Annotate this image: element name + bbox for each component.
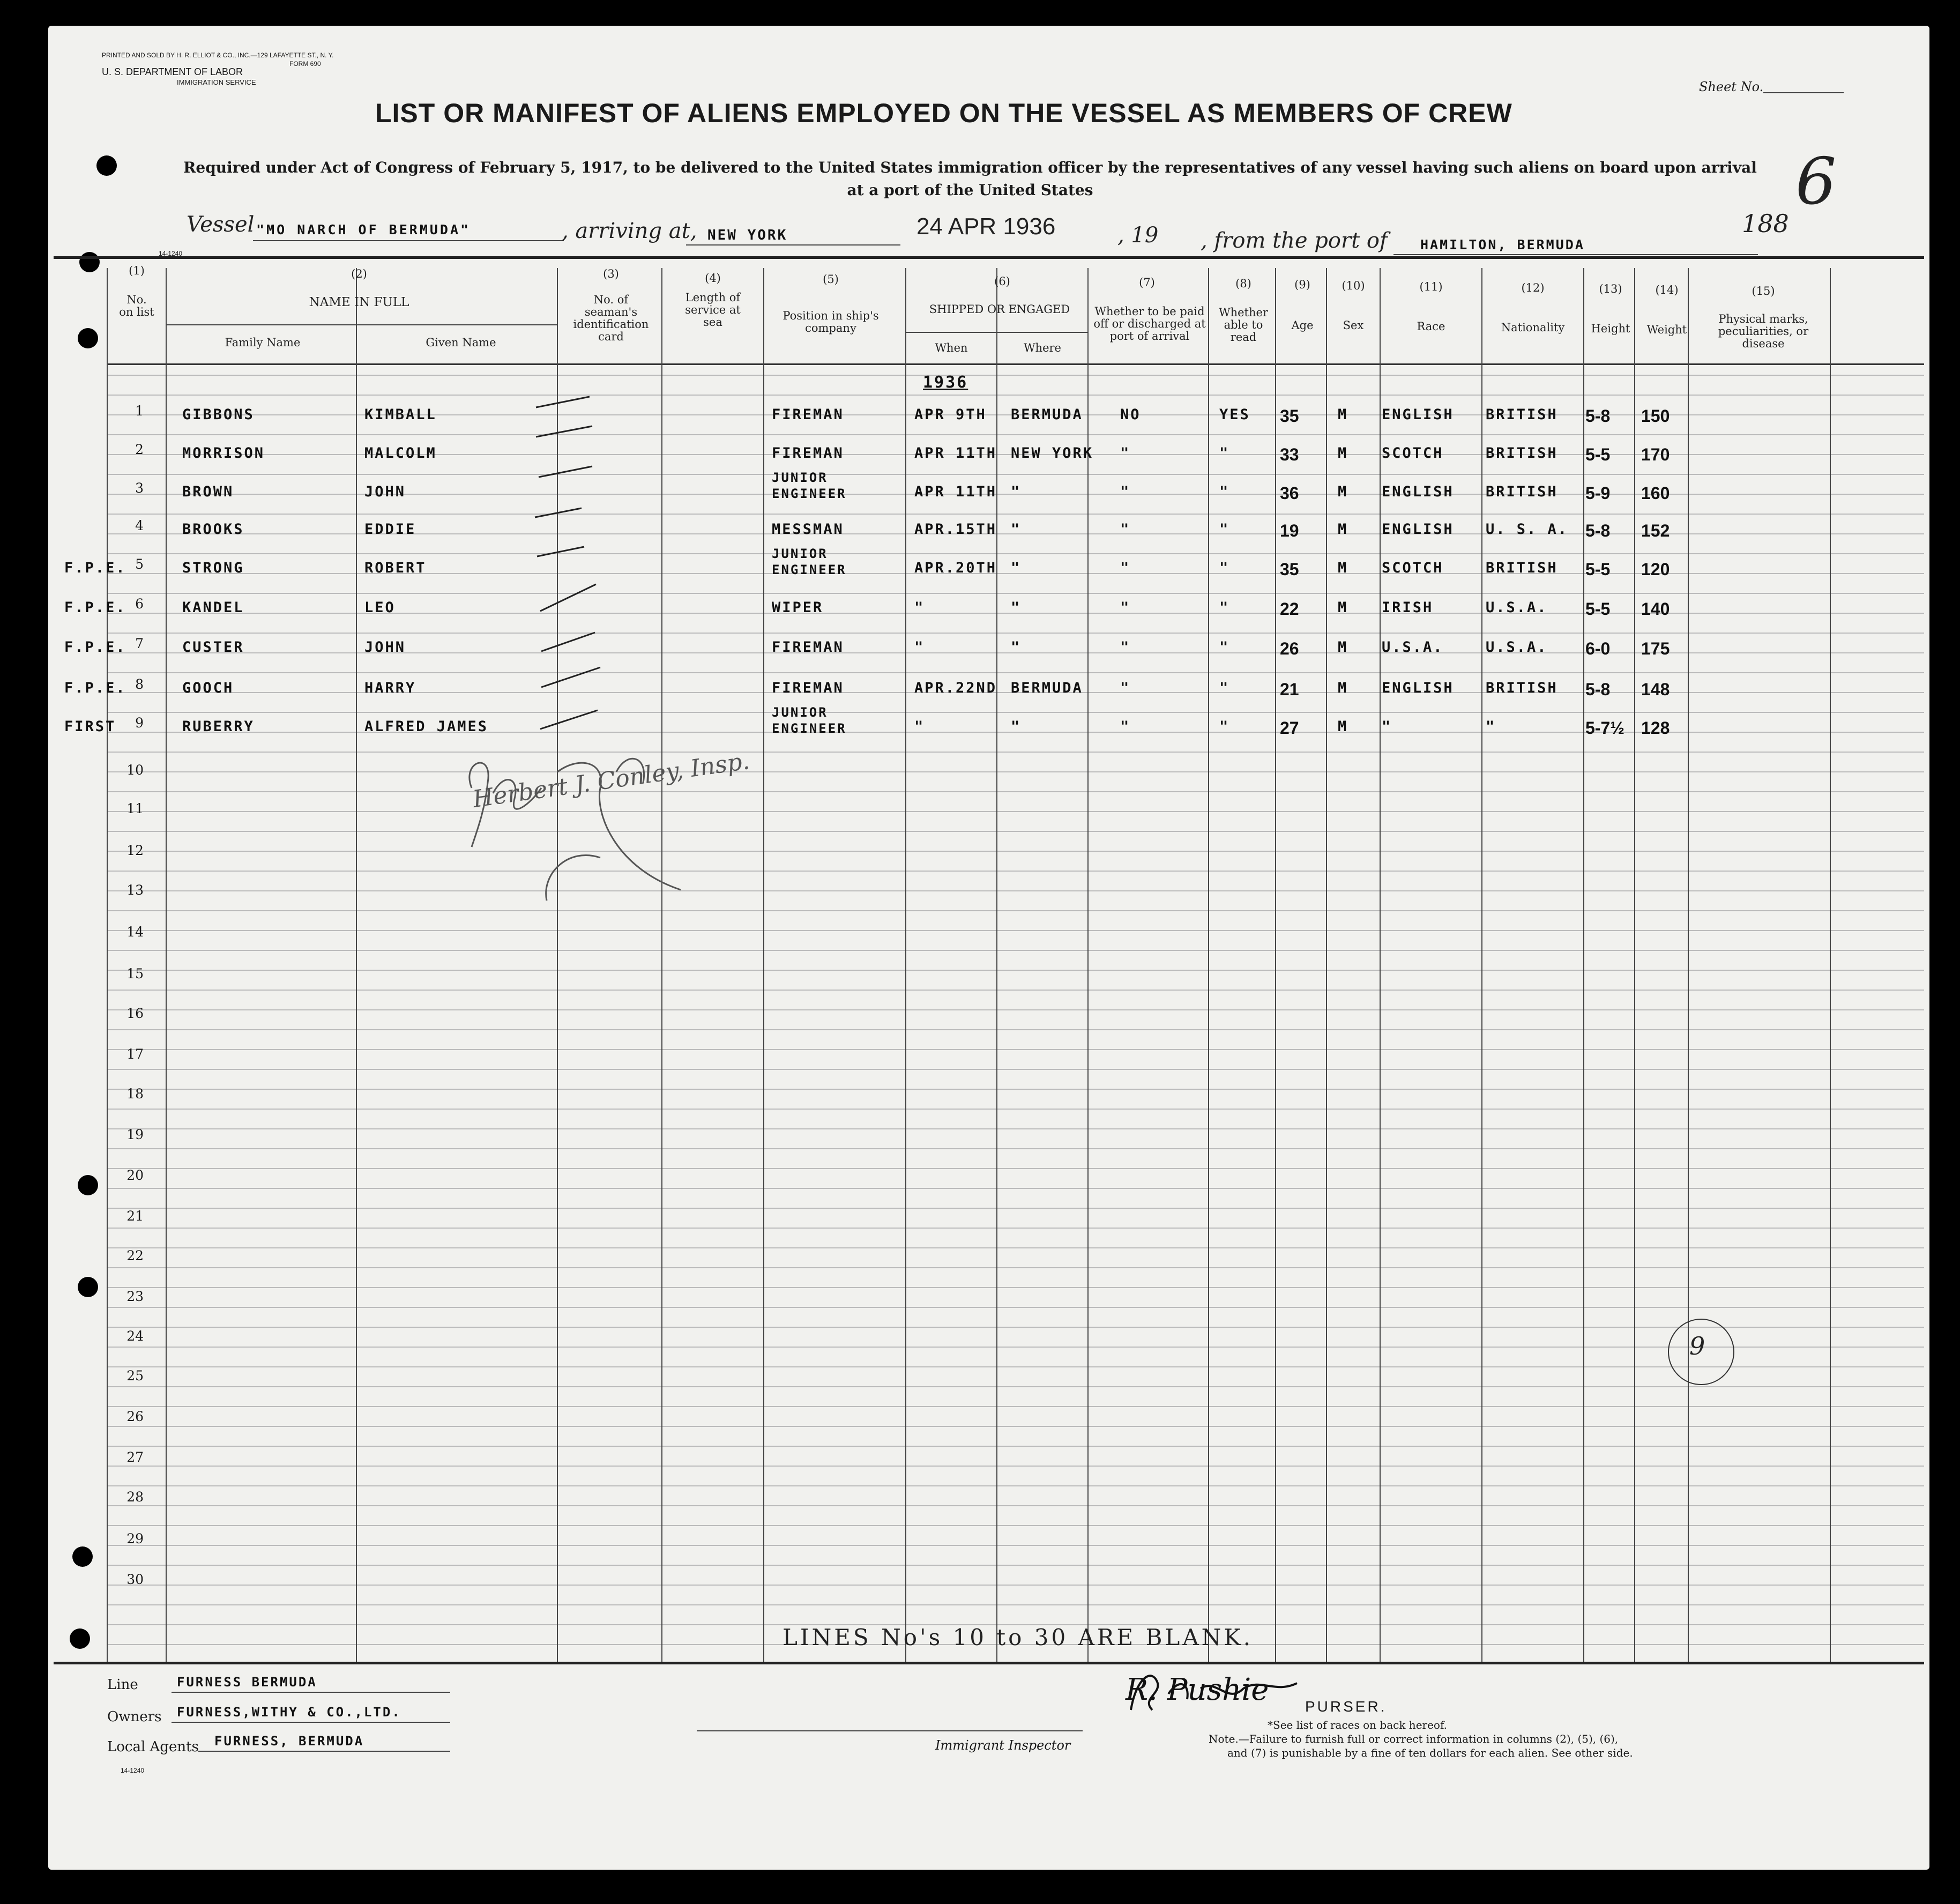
blank-lines-note: LINES No's 10 to 30 ARE BLANK.: [782, 1624, 1254, 1650]
cell-where: BERMUDA: [1011, 406, 1083, 423]
cell-prefix: FIRST: [64, 718, 116, 735]
cell-nationality: BRITISH: [1486, 484, 1558, 500]
date-stamp: 24 APR 1936: [916, 213, 1056, 240]
vessel-name: "MO NARCH OF BERMUDA": [256, 222, 471, 237]
cell-given: KIMBALL: [364, 406, 437, 423]
cell-given: HARRY: [364, 680, 416, 696]
cell-position: WIPER: [772, 599, 824, 616]
col14-num: (14): [1655, 284, 1679, 296]
row-number: 7: [135, 636, 144, 651]
cell-given: ALFRED JAMES: [364, 718, 489, 735]
col11-label: Race: [1417, 320, 1445, 333]
blank-row-number: 12: [126, 843, 144, 858]
blank-row-number: 14: [126, 924, 144, 940]
blank-row-number: 29: [126, 1531, 144, 1546]
cell-where: NEW YORK: [1011, 445, 1094, 462]
blank-row-number: 10: [126, 762, 144, 778]
cell-paid: ": [1120, 718, 1131, 735]
cell-height: 5-8: [1585, 406, 1611, 426]
blank-row-number: 21: [126, 1208, 144, 1224]
page-title: LIST OR MANIFEST OF ALIENS EMPLOYED ON THE VESSEL AS MEMBERS OF CREW: [375, 98, 1512, 128]
cell-race: ENGLISH: [1382, 484, 1454, 500]
cell-position: FIREMAN: [772, 445, 844, 462]
col4-label: Length of service at sea: [685, 291, 741, 329]
cell-read: ": [1219, 521, 1230, 538]
cell-race: SCOTCH: [1382, 445, 1444, 462]
cell-sex: M: [1338, 560, 1348, 576]
id-card-check-marks: [525, 386, 611, 740]
col6-label: SHIPPED OR ENGAGED: [929, 303, 1070, 316]
cell-nationality: U.S.A.: [1486, 639, 1548, 656]
cell-weight: 128: [1641, 718, 1670, 738]
cell-when: APR.15TH: [914, 521, 997, 538]
cell-family: KANDEL: [182, 599, 244, 616]
blank-row-number: 16: [126, 1006, 144, 1021]
cell-race: ENGLISH: [1382, 521, 1454, 538]
cell-when: APR 11TH: [914, 445, 997, 462]
row-number: 6: [135, 596, 144, 612]
cell-sex: M: [1338, 484, 1348, 500]
form-code-bottom: 14-1240: [121, 1767, 145, 1774]
cell-sex: M: [1338, 599, 1348, 616]
arriving-label: , arriving at,: [562, 219, 697, 243]
cell-height: 5-8: [1585, 521, 1611, 540]
cell-race: U.S.A.: [1382, 639, 1444, 656]
cell-position: FIREMAN: [772, 639, 844, 656]
cell-where: ": [1011, 484, 1022, 500]
col2-label: NAME IN FULL: [309, 295, 409, 309]
row-number: 9: [135, 715, 144, 731]
cell-height: 5-8: [1585, 680, 1611, 699]
blank-row-number: 22: [126, 1248, 144, 1263]
blank-row-number: 26: [126, 1409, 144, 1424]
row-number: 5: [135, 556, 144, 572]
cell-race: ": [1382, 718, 1392, 735]
cell-height: 5-9: [1585, 484, 1611, 503]
cell-weight: 175: [1641, 639, 1670, 658]
cell-sex: M: [1338, 680, 1348, 696]
row-number: 4: [135, 518, 144, 533]
cell-weight: 120: [1641, 560, 1670, 579]
purser-label: PURSER.: [1305, 1698, 1387, 1715]
cell-weight: 140: [1641, 599, 1670, 619]
vessel-label: Vessel: [187, 212, 255, 237]
col13-label: Height: [1591, 322, 1630, 335]
agents-value: FURNESS, BERMUDA: [214, 1734, 364, 1749]
cell-family: MORRISON: [182, 445, 265, 462]
cell-read: ": [1219, 560, 1230, 576]
arriving-port: NEW YORK: [707, 227, 788, 243]
note-fine: and (7) is punishable by a fine of ten dollars for each alien. See other side.: [1227, 1746, 1633, 1759]
cell-nationality: BRITISH: [1486, 680, 1558, 696]
cell-paid: ": [1120, 560, 1131, 576]
cell-given: MALCOLM: [364, 445, 437, 462]
note-races: *See list of races on back hereof.: [1268, 1719, 1448, 1731]
line-value: FURNESS BERMUDA: [177, 1675, 317, 1690]
year-written: 1936: [923, 373, 968, 392]
cell-position: JUNIOR ENGINEER: [772, 546, 847, 577]
cell-read: ": [1219, 599, 1230, 616]
blank-row-number: 15: [126, 966, 144, 981]
cell-weight: 160: [1641, 484, 1670, 503]
cell-age: 36: [1280, 484, 1299, 503]
cell-age: 26: [1280, 639, 1299, 658]
col15-label: Physical marks, peculiarities, or disease: [1718, 313, 1809, 351]
cell-weight: 150: [1641, 406, 1670, 426]
cell-family: GOOCH: [182, 680, 234, 696]
col6-where: Where: [1023, 341, 1061, 354]
cell-when: APR 9TH: [914, 406, 987, 423]
cell-where: ": [1011, 599, 1022, 616]
note-failure: Note.—Failure to furnish full or correct information in columns (2), (5), (6),: [1209, 1732, 1619, 1745]
cell-when: ": [914, 718, 925, 735]
col15-num: (15): [1752, 285, 1775, 298]
col6-num: (6): [994, 275, 1010, 288]
cell-position: JUNIOR ENGINEER: [772, 705, 847, 736]
col3-num: (3): [603, 267, 619, 280]
cell-when: APR 11TH: [914, 484, 997, 500]
cell-paid: ": [1120, 680, 1131, 696]
col13-num: (13): [1599, 282, 1622, 295]
cell-age: 27: [1280, 718, 1299, 738]
row-number: 8: [135, 676, 144, 692]
blank-row-number: 11: [126, 801, 144, 816]
form-number: FORM 690: [289, 60, 321, 68]
blank-row-number: 13: [126, 882, 144, 898]
cell-nationality: BRITISH: [1486, 406, 1558, 423]
cell-weight: 152: [1641, 521, 1670, 540]
printer-line: PRINTED AND SOLD BY H. R. ELLIOT & CO., INC.—129 LAFAYETTE ST., N. Y.: [102, 51, 334, 59]
cell-read: ": [1219, 639, 1230, 656]
cell-race: SCOTCH: [1382, 560, 1444, 576]
col14-label: Weight: [1646, 323, 1687, 336]
col5-num: (5): [823, 273, 839, 286]
cell-where: ": [1011, 718, 1022, 735]
cell-nationality: BRITISH: [1486, 445, 1558, 462]
cell-prefix: F.P.E.: [64, 560, 126, 576]
agents-label: Local Agents: [107, 1739, 199, 1755]
cell-age: 22: [1280, 599, 1299, 619]
inspector-underline: [697, 1730, 1083, 1731]
page-number-hand: 188: [1742, 209, 1789, 238]
cell-paid: ": [1120, 521, 1131, 538]
line-underline: [172, 1692, 450, 1693]
year-label: , 19: [1117, 223, 1159, 248]
cell-nationality: BRITISH: [1486, 560, 1558, 576]
from-label: , from the port of: [1201, 228, 1388, 253]
cell-family: STRONG: [182, 560, 244, 576]
cell-sex: M: [1338, 521, 1348, 538]
cell-when: APR.22ND: [914, 680, 997, 696]
col12-num: (12): [1521, 281, 1545, 294]
col6-when: When: [935, 341, 968, 354]
cell-age: 19: [1280, 521, 1299, 540]
cell-height: 5-5: [1585, 560, 1611, 579]
cell-paid: ": [1120, 639, 1131, 656]
department: U. S. DEPARTMENT OF LABOR: [102, 66, 243, 77]
col7-label: Whether to be paid off or discharged at port of arrival: [1093, 305, 1206, 343]
blank-row-number: 23: [126, 1289, 144, 1304]
col10-label: Sex: [1343, 319, 1364, 332]
col2-num: (2): [351, 267, 367, 280]
col4-num: (4): [705, 272, 721, 285]
col10-num: (10): [1342, 279, 1365, 292]
cell-position: JUNIOR ENGINEER: [772, 470, 847, 501]
subtitle: Required under Act of Congress of February 5, 1917, to be delivered to the United States immigration officer by the representatives of any vessel having such aliens on board upon arrival at a port of the United States: [183, 159, 1757, 199]
form-code-top: 14-1240: [159, 250, 183, 257]
cell-sex: M: [1338, 718, 1348, 735]
agents-underline: [198, 1751, 450, 1752]
cell-weight: 148: [1641, 680, 1670, 699]
inspector-signature: Herbert J. Conley, Insp.: [471, 747, 751, 813]
col9-num: (9): [1294, 278, 1310, 291]
cell-read: ": [1219, 445, 1230, 462]
blank-row-number: 24: [126, 1328, 144, 1344]
cell-when: ": [914, 639, 925, 656]
cell-position: FIREMAN: [772, 680, 844, 696]
purser-signature: R. Pushie: [1126, 1672, 1269, 1707]
col1-label: No. on list: [119, 293, 154, 319]
col9-label: Age: [1291, 319, 1314, 332]
cell-read: ": [1219, 484, 1230, 500]
cell-height: 5-5: [1585, 599, 1611, 619]
cell-prefix: F.P.E.: [64, 680, 126, 696]
col11-num: (11): [1419, 280, 1443, 293]
row-number: 1: [135, 403, 144, 419]
cell-family: GIBBONS: [182, 406, 255, 423]
cell-read: ": [1219, 680, 1230, 696]
blank-row-number: 27: [126, 1449, 144, 1465]
cell-when: ": [914, 599, 925, 616]
cell-paid: NO: [1120, 406, 1141, 423]
cell-race: ENGLISH: [1382, 680, 1454, 696]
cell-when: APR.20TH: [914, 560, 997, 576]
cell-prefix: F.P.E.: [64, 599, 126, 616]
blank-row-number: 19: [126, 1127, 144, 1142]
blank-row-number: 20: [126, 1167, 144, 1183]
cell-age: 33: [1280, 445, 1299, 464]
cell-race: ENGLISH: [1382, 406, 1454, 423]
cell-age: 21: [1280, 680, 1299, 699]
cell-race: IRISH: [1382, 599, 1434, 616]
col7-num: (7): [1139, 276, 1155, 289]
cell-nationality: ": [1486, 718, 1496, 735]
cell-where: ": [1011, 521, 1022, 538]
sheet-label: Sheet No.: [1699, 79, 1764, 94]
col1-num: (1): [129, 264, 145, 277]
inspector-label: Immigrant Inspector: [935, 1738, 1071, 1753]
blank-row-number: 17: [126, 1046, 144, 1062]
col12-label: Nationality: [1501, 321, 1565, 334]
cell-where: BERMUDA: [1011, 680, 1083, 696]
cell-sex: M: [1338, 445, 1348, 462]
cell-nationality: U.S.A.: [1486, 599, 1548, 616]
cell-height: 5-5: [1585, 445, 1611, 464]
cell-where: ": [1011, 560, 1022, 576]
cell-height: 6-0: [1585, 639, 1611, 658]
cell-read: ": [1219, 718, 1230, 735]
cell-given: JOHN: [364, 639, 406, 656]
col2-given: Given Name: [426, 336, 496, 349]
cell-sex: M: [1338, 639, 1348, 656]
line-label: Line: [107, 1677, 138, 1693]
cell-where: ": [1011, 639, 1022, 656]
from-port: HAMILTON, BERMUDA: [1420, 237, 1585, 252]
cell-given: JOHN: [364, 484, 406, 500]
owners-underline: [172, 1722, 450, 1723]
col8-label: Whether able to read: [1219, 306, 1268, 344]
cell-position: MESSMAN: [772, 521, 844, 538]
cell-read: YES: [1219, 406, 1250, 423]
blank-row-number: 28: [126, 1489, 144, 1505]
blank-row-number: 18: [126, 1086, 144, 1102]
cell-given: LEO: [364, 599, 396, 616]
blank-row-number: 30: [126, 1572, 144, 1587]
col3-label: No. of seaman's identification card: [573, 293, 649, 344]
cell-family: BROWN: [182, 484, 234, 500]
circled-count: 9: [1689, 1332, 1705, 1360]
cell-position: FIREMAN: [772, 406, 844, 423]
cell-weight: 170: [1641, 445, 1670, 464]
cell-prefix: F.P.E.: [64, 639, 126, 656]
blank-row-number: 25: [126, 1368, 144, 1384]
cell-age: 35: [1280, 560, 1299, 579]
row-number: 2: [135, 442, 144, 457]
cell-sex: M: [1338, 406, 1348, 423]
cell-paid: ": [1120, 445, 1131, 462]
cell-height: 5-7½: [1585, 718, 1624, 738]
owners-value: FURNESS,WITHY & CO.,LTD.: [177, 1705, 401, 1720]
cell-paid: ": [1120, 599, 1131, 616]
col8-num: (8): [1235, 277, 1251, 290]
cell-family: CUSTER: [182, 639, 244, 656]
cell-nationality: U. S. A.: [1486, 521, 1569, 538]
cell-given: ROBERT: [364, 560, 427, 576]
cell-family: BROOKS: [182, 521, 244, 538]
row-number: 3: [135, 480, 144, 496]
cell-given: EDDIE: [364, 521, 416, 538]
cell-family: RUBERRY: [182, 718, 255, 735]
cell-paid: ": [1120, 484, 1131, 500]
sheet-number-hand: 6: [1795, 145, 1837, 219]
col2-family: Family Name: [225, 336, 301, 349]
col5-label: Position in ship's company: [782, 309, 879, 335]
service: IMMIGRATION SERVICE: [177, 78, 256, 86]
owners-label: Owners: [107, 1709, 162, 1725]
cell-age: 35: [1280, 406, 1299, 426]
